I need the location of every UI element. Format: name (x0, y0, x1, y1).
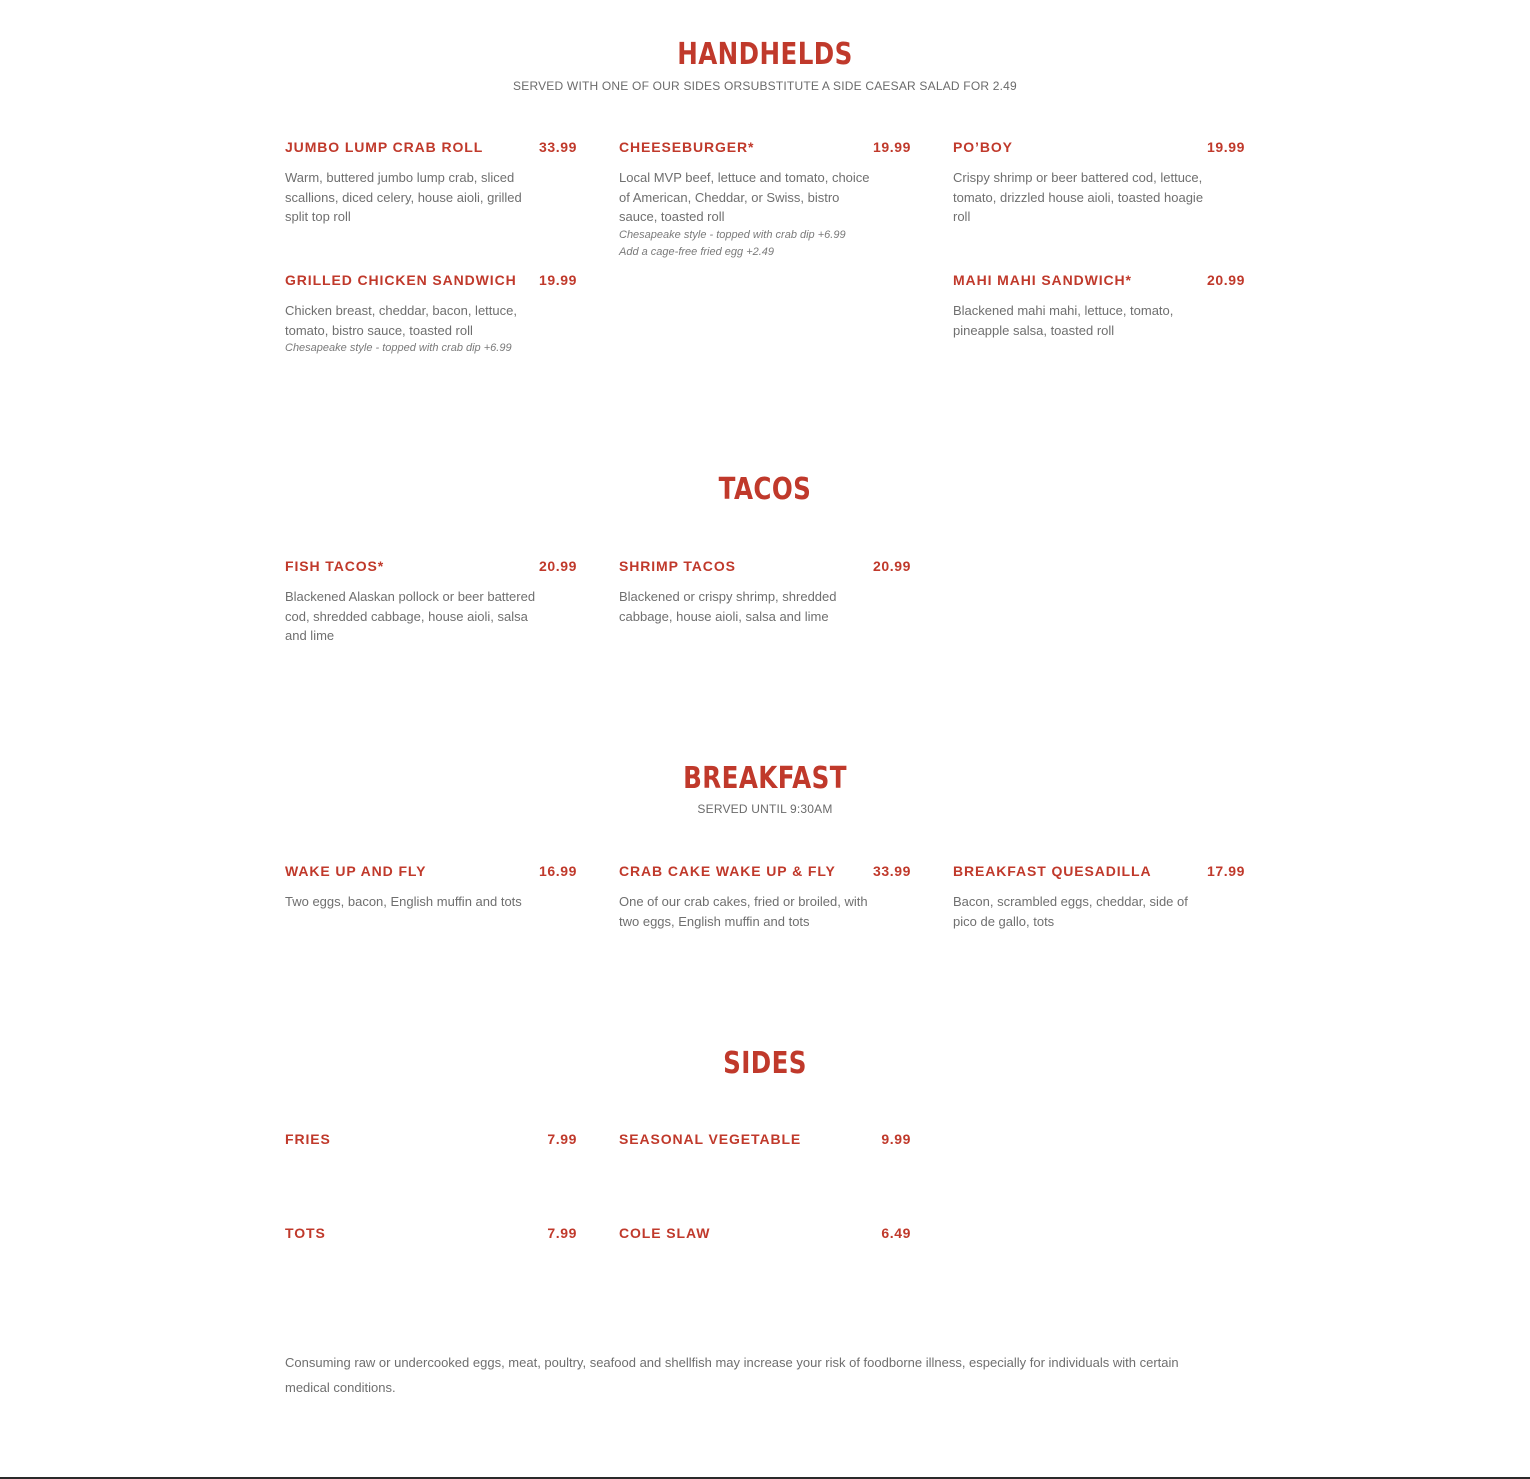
item-price: 9.99 (881, 1131, 911, 1147)
item-description: One of our crab cakes, fried or broiled, with two eggs, English muffin and tots (619, 894, 868, 929)
item-name: WAKE UP AND FLY (285, 863, 427, 879)
menu-item-tots (285, 1223, 577, 1243)
item-price: 19.99 (872, 139, 911, 155)
item-name: CHEESEBURGER* (619, 139, 755, 155)
item-name: BREAKFAST QUESADILLA (953, 863, 1152, 879)
menu-item-cheeseburger (619, 137, 911, 261)
item-description: Blackened Alaskan pollock or beer battered cod, shredded cabbage, house aioli, salsa and lime (285, 589, 536, 643)
item-description: Chicken breast, cheddar, bacon, lettuce, tomato, bistro sauce, toasted roll (285, 303, 517, 338)
item-description: Bacon, scrambled eggs, cheddar, side of pico de gallo, tots (953, 894, 1188, 929)
section-subtitle-breakfast: SERVED UNTIL 9:30AM (697, 802, 833, 816)
item-name: SEASONAL VEGETABLE (619, 1131, 802, 1147)
menu-item-fish-tacos (285, 556, 577, 646)
item-name: SHRIMP TACOS (619, 558, 736, 574)
menu-item-grilled-chicken-sandwich (285, 270, 577, 357)
item-description: Blackened or crispy shrimp, shredded cabbage, house aioli, salsa and lime (619, 589, 837, 624)
item-name: FISH TACOS* (285, 558, 385, 574)
section-title-tacos: TACOS (718, 472, 812, 507)
menu-item-fries (285, 1129, 577, 1149)
menu-item-jumbo-lump-crab-roll (285, 137, 577, 227)
item-name: CRAB CAKE WAKE UP & FLY (619, 863, 836, 879)
item-price: 7.99 (547, 1131, 577, 1147)
item-price: 33.99 (872, 863, 911, 879)
item-name: PO’BOY (953, 139, 1013, 155)
section-title-sides: SIDES (723, 1046, 807, 1081)
item-name: TOTS (285, 1225, 326, 1241)
item-price: 19.99 (1206, 139, 1245, 155)
section-subtitle-handhelds: SERVED WITH ONE OF OUR SIDES ORSUBSTITUTE A SIDE CAESAR SALAD FOR 2.49 (513, 79, 1017, 93)
item-note: Chesapeake style - topped with crab dip +6.99 (619, 228, 846, 241)
item-price: 17.99 (1206, 863, 1245, 879)
item-price: 20.99 (872, 558, 911, 574)
menu-item-breakfast-quesadilla (953, 861, 1245, 931)
food-safety-disclaimer: Consuming raw or undercooked eggs, meat, poultry, seafood and shellfish may increase your risk of foodborne illness, especially for individuals with certain medical conditions. (285, 1355, 1179, 1395)
item-price: 33.99 (538, 139, 577, 155)
item-price: 20.99 (1206, 272, 1245, 288)
item-description: Warm, buttered jumbo lump crab, sliced scallions, diced celery, house aioli, grilled split top roll (285, 170, 522, 224)
item-description: Local MVP beef, lettuce and tomato, choice of American, Cheddar, or Swiss, bistro sauce, toasted roll (619, 170, 870, 224)
item-price: 20.99 (538, 558, 577, 574)
section-title-breakfast: BREAKFAST (683, 761, 847, 796)
menu-item-crab-cake-wake-up-and-fly (619, 861, 911, 931)
item-description: Blackened mahi mahi, lettuce, tomato, pineapple salsa, toasted roll (953, 303, 1174, 338)
item-note: Chesapeake style - topped with crab dip +6.99 (285, 342, 512, 354)
item-price: 16.99 (538, 863, 577, 879)
item-price: 6.49 (881, 1225, 911, 1241)
item-name: GRILLED CHICKEN SANDWICH (285, 272, 517, 288)
menu-item-poboy (953, 137, 1245, 227)
item-name: JUMBO LUMP CRAB ROLL (285, 139, 484, 155)
menu-item-cole-slaw (619, 1223, 911, 1243)
item-description: Crispy shrimp or beer battered cod, lettuce, tomato, drizzled house aioli, toasted hoagie roll (953, 170, 1204, 224)
item-name: COLE SLAW (619, 1225, 711, 1241)
item-price: 19.99 (538, 272, 577, 288)
item-name: MAHI MAHI SANDWICH* (953, 272, 1132, 288)
section-title-handhelds: HANDHELDS (677, 37, 853, 72)
item-name: FRIES (285, 1131, 331, 1147)
menu-item-mahi-mahi-sandwich (953, 270, 1245, 340)
menu-item-wake-up-and-fly (285, 861, 577, 912)
item-description: Two eggs, bacon, English muffin and tots (285, 894, 522, 909)
item-price: 7.99 (547, 1225, 577, 1241)
menu-item-shrimp-tacos (619, 556, 911, 626)
item-note: Add a cage-free fried egg +2.49 (619, 245, 775, 258)
menu-item-seasonal-vegetable (619, 1129, 911, 1149)
